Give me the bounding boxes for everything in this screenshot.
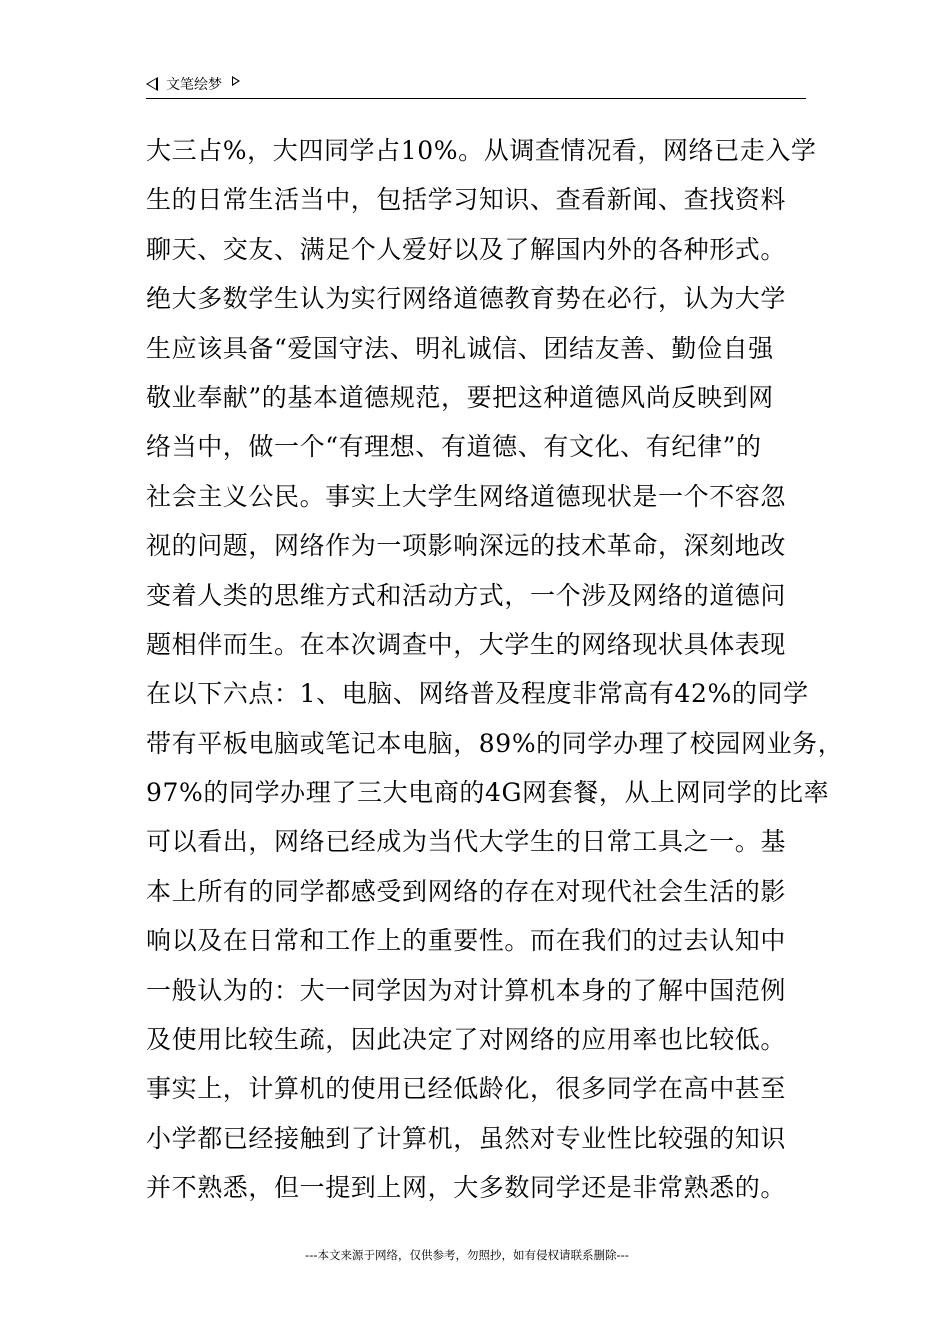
body-line: 带有平板电脑或笔记本电脑，89%的同学办理了校园网业务，: [146, 728, 844, 758]
body-line: 大三占%，大四同学占10%。从调查情况看，网络已走入学: [146, 136, 817, 165]
body-line: 本上所有的同学都感受到网络的存在对现代社会生活的影: [146, 876, 787, 906]
header-divider: [146, 98, 806, 99]
body-line: 变着人类的思维方式和活动方式，一个涉及网络的道德问: [146, 580, 787, 610]
footer-disclaimer: ---本文来源于网络，仅供参考，勿照抄，如有侵权请联系删除---: [305, 1248, 629, 1262]
body-line: 络当中，做一个“有理想、有道德、有文化、有纪律”的: [146, 432, 762, 462]
body-line: 敬业奉献”的基本道德规范，要把这种道德风尚反映到网: [146, 382, 774, 412]
page-footer: [0, 1247, 950, 1263]
body-line: 事实上，计算机的使用已经低龄化，很多同学在高中甚至: [146, 1074, 787, 1104]
body-line: 社会主义公民。事实上大学生网络道德现状是一个不容忽: [146, 481, 787, 511]
triangle-left-outline-icon: [146, 77, 158, 91]
body-line: 在以下六点：1、电脑、网络普及程度非常高有42%的同学: [146, 679, 809, 709]
triangle-right-outline-icon: [232, 76, 240, 86]
page-header: [146, 72, 240, 96]
body-line: 视的问题，网络作为一项影响深远的技术革命，深刻地改: [146, 531, 787, 561]
body-line: 小学都已经接触到了计算机，虽然对专业性比较强的知识: [146, 1123, 787, 1153]
body-line: 及使用比较生疏，因此决定了对网络的应用率也比较低。: [146, 1025, 787, 1055]
header-title: 文笔绘梦: [166, 77, 222, 93]
body-line: 一般认为的：大一同学因为对计算机本身的了解中国范例: [146, 975, 787, 1005]
body-line: 绝大多数学生认为实行网络道德教育势在必行，认为大学: [146, 284, 787, 314]
body-line: 97%的同学办理了三大电商的4G网套餐，从上网同学的比率: [146, 778, 830, 808]
body-line: 生应该具备“爱国守法、明礼诚信、团结友善、勤俭自强: [146, 333, 774, 363]
body-line: 响以及在日常和工作上的重要性。而在我们的过去认知中: [146, 926, 787, 956]
body-line: 题相伴而生。在本次调查中，大学生的网络现状具体表现: [146, 629, 787, 659]
document-body: [146, 126, 844, 1213]
body-line: 可以看出，网络已经成为当代大学生的日常工具之一。基: [146, 827, 787, 857]
body-line: 聊天、交友、满足个人爱好以及了解国内外的各种形式。: [146, 234, 787, 264]
body-line: 并不熟悉，但一提到上网，大多数同学还是非常熟悉的。: [146, 1173, 787, 1203]
body-line: 生的日常生活当中，包括学习知识、查看新闻、查找资料: [146, 185, 787, 215]
